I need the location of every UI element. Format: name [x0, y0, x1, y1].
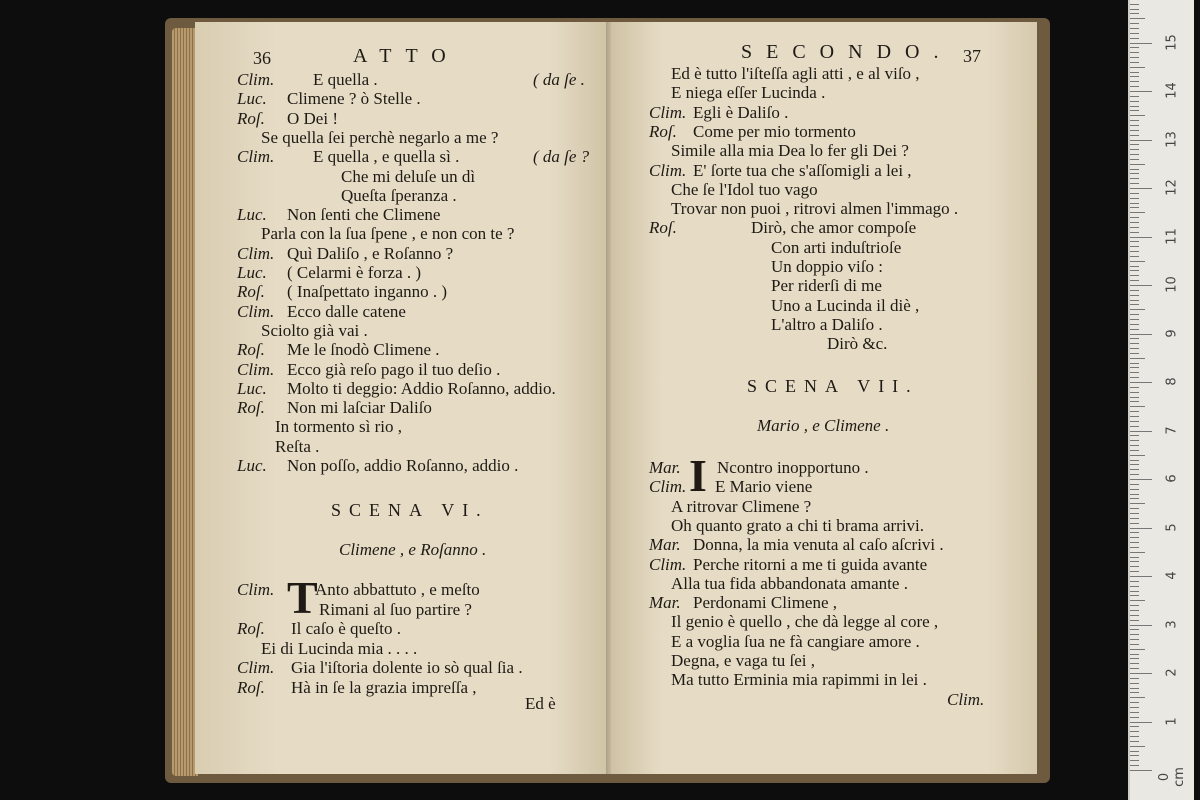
ruler-tick — [1130, 382, 1152, 383]
ruler-number: 4 — [1164, 571, 1180, 580]
ruler-tick — [1130, 338, 1139, 339]
verse-line: Hà in ſe la grazia impreſſa , — [291, 677, 477, 697]
verse-line: Egli è Daliſo . — [693, 102, 789, 122]
ruler-tick — [1130, 770, 1152, 771]
verse-line: Se quella ſei perchè negarlo a me ? — [261, 127, 499, 147]
ruler-number: 0 cm — [1157, 767, 1187, 787]
ruler-tick — [1130, 164, 1145, 165]
verse-line: E Mario viene — [715, 477, 813, 497]
ruler-tick — [1130, 683, 1139, 684]
ruler-number: 6 — [1164, 474, 1180, 483]
ruler-tick — [1130, 343, 1139, 344]
ruler-tick — [1130, 256, 1139, 257]
verse-line: Perdonami Climene , — [693, 593, 838, 613]
ruler-number: 1 — [1164, 716, 1180, 726]
verse-line: Ecco dalle catene — [287, 301, 406, 321]
right-page — [611, 22, 1037, 774]
ruler-tick — [1130, 435, 1139, 436]
ruler-tick — [1130, 67, 1145, 68]
ruler-tick — [1130, 508, 1139, 509]
ruler-tick — [1130, 658, 1139, 659]
ruler-tick — [1130, 581, 1139, 582]
ruler-tick — [1130, 547, 1139, 548]
ruler-tick — [1130, 377, 1139, 378]
ruler-tick — [1130, 532, 1139, 533]
ruler-tick — [1130, 571, 1139, 572]
ruler-tick — [1130, 755, 1139, 756]
speaker-label: Mar. — [649, 593, 681, 613]
ruler-tick — [1130, 649, 1145, 650]
ruler-tick — [1130, 290, 1139, 291]
verse-line: Quì Daliſo , e Roſanno ? — [287, 243, 454, 263]
speaker-label: Luc. — [237, 89, 267, 109]
ruler-tick — [1130, 663, 1139, 664]
verse-line: Non ſenti che Climene — [287, 205, 441, 225]
drop-cap: I — [689, 450, 707, 501]
ruler-tick — [1130, 275, 1139, 276]
ruler-tick — [1130, 348, 1139, 349]
verse-line: L'altro a Daliſo . — [771, 314, 883, 334]
ruler-tick — [1130, 251, 1139, 252]
verse-line: E a voglia ſua ne fà cangiare amore . — [671, 631, 920, 651]
ruler-tick — [1130, 270, 1139, 271]
ruler-tick — [1130, 489, 1139, 490]
verse-line: In tormento sì rio , — [275, 417, 403, 437]
ruler-tick — [1130, 673, 1152, 674]
ruler-number: 13 — [1164, 130, 1180, 148]
ruler-tick — [1130, 300, 1139, 301]
running-head: ATTO — [353, 45, 460, 67]
ruler-tick — [1130, 72, 1139, 73]
verse-line: Gia l'iſtoria dolente io sò qual ſia . — [291, 658, 523, 677]
ruler-tick — [1130, 654, 1139, 655]
ruler-tick — [1130, 188, 1152, 189]
ruler-tick — [1130, 484, 1139, 485]
ruler-tick — [1130, 329, 1139, 330]
ruler-tick — [1130, 595, 1139, 596]
verse-line: Ma tutto Erminia mia rapimmi in lei . — [671, 670, 927, 690]
verse-line: Come per mio tormento — [693, 121, 856, 141]
ruler-tick — [1130, 198, 1139, 199]
ruler-tick — [1130, 688, 1139, 689]
ruler-tick — [1130, 426, 1139, 427]
ruler-tick — [1130, 57, 1139, 58]
ruler-tick — [1130, 494, 1139, 495]
ruler-tick — [1130, 140, 1152, 141]
speaker-label: Roſ. — [237, 398, 265, 418]
verse-line: Che ſe l'Idol tuo vago — [671, 179, 818, 199]
ruler-tick — [1130, 712, 1139, 713]
ruler-tick — [1130, 304, 1139, 305]
ruler-tick — [1130, 445, 1139, 446]
ruler-tick — [1130, 600, 1145, 601]
speaker-label: Roſ. — [237, 619, 265, 638]
ruler-number: 14 — [1164, 82, 1180, 99]
verse-line: Per riderſi di me — [771, 276, 882, 296]
ruler-tick — [1130, 372, 1139, 373]
ruler-tick — [1130, 692, 1139, 693]
ruler-number: 7 — [1164, 425, 1180, 435]
ruler-tick — [1130, 13, 1139, 14]
ruler-tick — [1130, 81, 1139, 82]
verse-line: Che mi deluſe un dì — [341, 166, 476, 186]
verse-line: Oh quanto grato a chi ti brama arrivi. — [671, 515, 925, 535]
verse-line: Non poſſo, addio Roſanno, addio . — [287, 456, 519, 475]
ruler-tick — [1130, 144, 1139, 145]
verse-line: Ed è tutto l'iſteſſa agli atti , e al viſo , — [671, 64, 920, 83]
speaker-label: Roſ. — [649, 218, 677, 238]
speaker-label: Clim. — [237, 658, 275, 677]
ruler-tick — [1130, 513, 1139, 514]
ruler-tick — [1130, 241, 1139, 242]
measurement-ruler — [1128, 0, 1194, 800]
ruler-tick — [1130, 707, 1139, 708]
speaker-label: Roſ. — [649, 121, 677, 141]
ruler-tick — [1130, 363, 1139, 364]
ruler-tick — [1130, 474, 1139, 475]
verse-line: Con arti induſtrioſe — [771, 237, 902, 257]
ruler-tick — [1130, 625, 1152, 626]
ruler-tick — [1130, 503, 1145, 504]
speaker-label: Clim. — [237, 359, 275, 379]
ruler-tick — [1130, 217, 1139, 218]
verse-line: O Dei ! — [287, 108, 338, 128]
ruler-tick — [1130, 421, 1139, 422]
ruler-tick — [1130, 149, 1139, 150]
verse-line: Ecco già reſo pago il tuo deſio . — [287, 359, 501, 379]
ruler-tick — [1130, 130, 1139, 131]
ruler-tick — [1130, 135, 1139, 136]
page-number: 36 — [253, 48, 271, 68]
ruler-tick — [1130, 106, 1139, 107]
ruler-tick — [1130, 610, 1139, 611]
verse-line: Trovar non puoi , ritrovi almen l'immago . — [671, 199, 959, 219]
speaker-label: Clim. — [237, 70, 275, 89]
verse-line: E' ſorte tua che s'aſſomigli a lei , — [693, 160, 912, 180]
ruler-tick — [1130, 183, 1139, 184]
verse-line: Sciolto già vai . — [261, 320, 368, 340]
ruler-tick — [1130, 431, 1152, 432]
ruler-tick — [1130, 261, 1145, 262]
verse-line: Alla tua fida abbandonata amante . — [671, 573, 908, 593]
verse-line: Dirò, che amor compoſe — [751, 218, 917, 238]
ruler-tick — [1130, 591, 1139, 592]
ruler-tick — [1130, 411, 1139, 412]
verse-line: Me le ſnodò Climene . — [287, 340, 440, 360]
ruler-tick — [1130, 203, 1139, 204]
ruler-tick — [1130, 702, 1139, 703]
verse-line: Anto abbattuto , e meſto — [315, 580, 480, 599]
ruler-tick — [1130, 620, 1139, 621]
ruler-tick — [1130, 246, 1139, 247]
speaker-label: Clim. — [649, 102, 687, 122]
ruler-tick — [1130, 731, 1139, 732]
ruler-tick — [1130, 43, 1152, 44]
ruler-tick — [1130, 110, 1139, 111]
ruler-tick — [1130, 765, 1139, 766]
ruler-tick — [1130, 154, 1139, 155]
speaker-label: Roſ. — [237, 340, 265, 360]
ruler-number: 10 — [1164, 276, 1180, 293]
ruler-tick — [1130, 9, 1139, 10]
ruler-tick — [1130, 717, 1139, 718]
ruler-tick — [1130, 440, 1139, 441]
ruler-tick — [1130, 86, 1139, 87]
speaker-label: Clim. — [649, 554, 687, 574]
speaker-label: Clim. — [237, 147, 275, 167]
ruler-number: 2 — [1164, 668, 1180, 677]
ruler-tick — [1130, 741, 1139, 742]
verse-line: Il genio è quello , che dà legge al core , — [671, 612, 939, 632]
ruler-tick — [1130, 644, 1139, 645]
ruler-tick — [1130, 91, 1152, 92]
speaker-label: Clim. — [237, 243, 275, 263]
ruler-tick — [1130, 115, 1145, 116]
ruler-tick — [1130, 23, 1139, 24]
ruler-tick — [1130, 518, 1139, 519]
verse-line: Ncontro inopportuno . — [717, 458, 869, 477]
stage-aside: ( da ſe . — [533, 70, 585, 89]
ruler-tick — [1130, 751, 1139, 752]
ruler-tick — [1130, 38, 1139, 39]
ruler-tick — [1130, 736, 1139, 737]
ruler-tick — [1130, 232, 1139, 233]
verse-line: Reſta . — [275, 436, 320, 456]
ruler-tick — [1130, 561, 1139, 562]
ruler-number: 11 — [1164, 227, 1180, 245]
ruler-tick — [1130, 207, 1139, 208]
ruler-tick — [1130, 324, 1139, 325]
verse-line: Perche ritorni a me ti guida avante — [693, 554, 928, 574]
ruler-tick — [1130, 523, 1139, 524]
ruler-tick — [1130, 28, 1139, 29]
ruler-tick — [1130, 169, 1139, 170]
ruler-tick — [1130, 586, 1139, 587]
scene-heading: SCENA VI. — [331, 500, 489, 520]
speaker-label: Roſ. — [237, 282, 265, 302]
ruler-tick — [1130, 101, 1139, 102]
ruler-tick — [1130, 285, 1152, 286]
verse-line: E quella , e quella sì . — [313, 147, 460, 167]
ruler-tick — [1130, 96, 1139, 97]
ruler-tick — [1130, 178, 1139, 179]
verse-line: ( Inaſpettato inganno . ) — [287, 282, 448, 302]
ruler-tick — [1130, 557, 1139, 558]
verse-line: Simile alla mia Dea lo fer gli Dei ? — [671, 141, 909, 161]
ruler-tick — [1130, 159, 1139, 160]
ruler-tick — [1130, 120, 1139, 121]
verse-line: Il caſo è queſto . — [291, 619, 401, 638]
verse-line: Donna, la mia venuta al caſo aſcrivi . — [693, 535, 944, 555]
scene-characters: Mario , e Climene . — [757, 416, 890, 435]
ruler-number: 12 — [1164, 179, 1180, 196]
ruler-number: 3 — [1164, 619, 1180, 629]
verse-line: A ritrovar Climene ? — [671, 496, 812, 516]
ruler-tick — [1130, 406, 1145, 407]
ruler-tick — [1130, 387, 1139, 388]
ruler-tick — [1130, 498, 1139, 499]
ruler-tick — [1130, 314, 1139, 315]
ruler-tick — [1130, 542, 1139, 543]
ruler-tick — [1130, 309, 1145, 310]
ruler-tick — [1130, 295, 1139, 296]
speaker-label: Luc. — [237, 456, 267, 475]
ruler-tick — [1130, 678, 1139, 679]
stage-aside: ( da ſe ? — [533, 147, 590, 167]
ruler-tick — [1130, 358, 1145, 359]
ruler-number: 8 — [1164, 377, 1180, 386]
speaker-label: Mar. — [649, 535, 681, 555]
left-page — [195, 22, 611, 774]
ruler-tick — [1130, 76, 1139, 77]
catchword: Ed è — [525, 694, 556, 713]
ruler-tick — [1130, 576, 1152, 577]
ruler-tick — [1130, 726, 1139, 727]
verse-line: Ei di Lucinda mia . . . . — [261, 638, 418, 658]
ruler-tick — [1130, 629, 1139, 630]
ruler-tick — [1130, 479, 1152, 480]
verse-line: Climene ? ò Stelle . — [287, 89, 421, 109]
ruler-tick — [1130, 566, 1139, 567]
scene-characters: Climene , e Roſanno . — [339, 540, 487, 559]
drop-cap: T — [287, 572, 318, 623]
verse-line: Queſta ſperanza . — [341, 185, 457, 205]
speaker-label: Clim. — [237, 301, 275, 321]
ruler-tick — [1130, 697, 1145, 698]
verse-line: Uno a Lucinda il diè , — [771, 295, 920, 315]
scene-heading: SCENA VII. — [747, 376, 919, 396]
speaker-label: Luc. — [237, 205, 267, 225]
ruler-tick — [1130, 319, 1139, 320]
ruler-number: 15 — [1164, 33, 1180, 51]
verse-line: Molto ti deggio: Addio Roſanno, addio. — [287, 378, 556, 398]
speaker-label: Mar. — [649, 458, 681, 477]
ruler-tick — [1130, 266, 1139, 267]
verse-line: E quella . — [313, 70, 378, 89]
ruler-tick — [1130, 222, 1139, 223]
ruler-tick — [1130, 537, 1139, 538]
verse-line: Dirò &c. — [827, 334, 888, 354]
speaker-label: Roſ. — [237, 108, 265, 128]
verse-line: Parla con la ſua ſpene , e non con te ? — [261, 224, 515, 244]
verse-line: Rimani al ſuo partire ? — [319, 599, 472, 619]
verse-line: ( Celarmi è forza . ) — [287, 263, 422, 282]
verse-line: Degna, e vaga tu ſei , — [671, 651, 815, 670]
ruler-tick — [1130, 33, 1139, 34]
ruler-tick — [1130, 464, 1139, 465]
ruler-tick — [1130, 62, 1139, 63]
ruler-tick — [1130, 397, 1139, 398]
ruler-tick — [1130, 450, 1139, 451]
page-number: 37 — [963, 46, 981, 66]
ruler-tick — [1130, 280, 1139, 281]
ruler-tick — [1130, 469, 1139, 470]
ruler-tick — [1130, 605, 1139, 606]
ruler-tick — [1130, 392, 1139, 393]
verse-line: Un doppio viſo : — [771, 257, 883, 276]
ruler-number: 5 — [1164, 522, 1180, 532]
ruler-tick — [1130, 668, 1139, 669]
verse-line: Non mi laſciar Daliſo — [287, 398, 432, 418]
ruler-tick — [1130, 639, 1139, 640]
ruler-tick — [1130, 334, 1152, 335]
ruler-tick — [1130, 227, 1139, 228]
verse-line: E niega eſſer Lucinda . — [671, 83, 826, 103]
ruler-tick — [1130, 353, 1139, 354]
speaker-label: Roſ. — [237, 677, 265, 697]
ruler-tick — [1130, 125, 1139, 126]
speaker-label: Clim. — [649, 160, 687, 180]
ruler-tick — [1130, 52, 1139, 53]
ruler-tick — [1130, 552, 1145, 553]
ruler-number: 9 — [1164, 328, 1180, 338]
ruler-tick — [1130, 760, 1139, 761]
ruler-tick — [1130, 4, 1139, 5]
running-head: SECONDO. — [741, 41, 953, 63]
speaker-label: Clim. — [237, 580, 275, 599]
ruler-tick — [1130, 746, 1145, 747]
ruler-tick — [1130, 47, 1139, 48]
ruler-tick — [1130, 237, 1152, 238]
ruler-tick — [1130, 18, 1145, 19]
catchword: Clim. — [947, 690, 985, 709]
ruler-tick — [1130, 615, 1139, 616]
ruler-tick — [1130, 722, 1152, 723]
speaker-label: Luc. — [237, 263, 267, 282]
ruler-tick — [1130, 455, 1145, 456]
speaker-label: Luc. — [237, 378, 267, 398]
ruler-tick — [1130, 460, 1139, 461]
speaker-label: Clim. — [649, 477, 687, 497]
ruler-tick — [1130, 528, 1152, 529]
ruler-tick — [1130, 173, 1139, 174]
ruler-tick — [1130, 416, 1139, 417]
ruler-tick — [1130, 193, 1139, 194]
ruler-tick — [1130, 367, 1139, 368]
ruler-tick — [1130, 212, 1145, 213]
ruler-tick — [1130, 401, 1139, 402]
ruler-tick — [1130, 634, 1139, 635]
